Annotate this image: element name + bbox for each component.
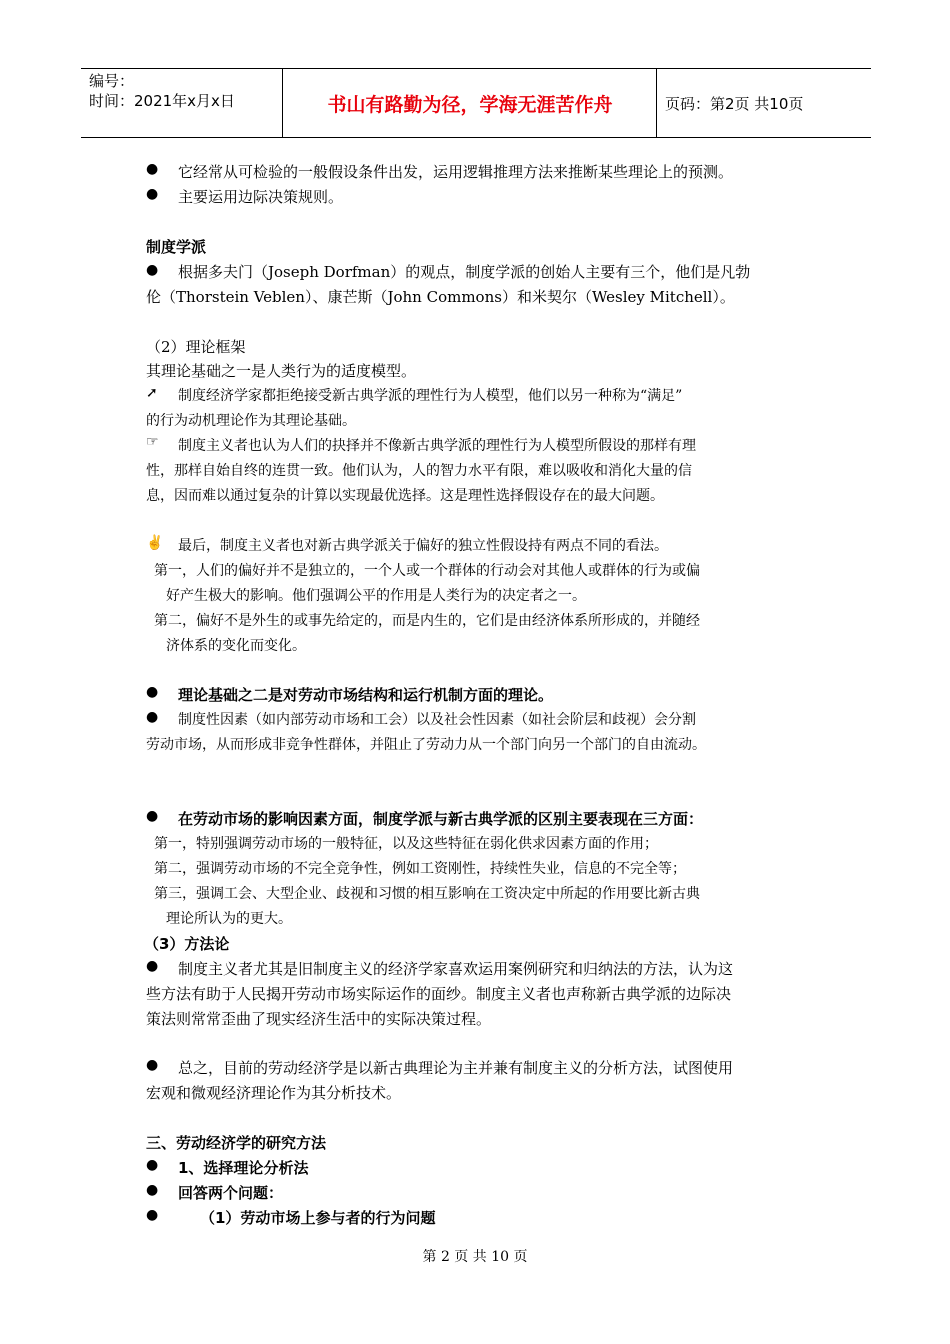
- writing-hand-icon: ✌: [146, 535, 164, 551]
- header-time: 时间：2021年x月x日: [89, 92, 235, 110]
- text-line: 性，那样自始自终的连贯一致。他们认为，人的智力水平有限，难以吸收和消化大量的信: [146, 463, 692, 479]
- subsection-heading: （2）理论框架: [146, 338, 246, 356]
- text-line: 总之，目前的劳动经济学是以新古典理论为主并兼有制度主义的分析方法，试图使用: [178, 1059, 734, 1077]
- subsection-heading: （3）方法论: [144, 935, 230, 953]
- bullet-icon: ●: [146, 1182, 159, 1198]
- bullet-icon: ●: [146, 1157, 159, 1173]
- text-line: 策法则常常歪曲了现实经济生活中的实际决策过程。: [146, 1010, 492, 1028]
- text-line: 些方法有助于人民揭开劳动市场实际运作的面纱。制度主义者也声称新古典学派的边际决: [146, 985, 732, 1003]
- text-line: 主要运用边际决策规则。: [178, 188, 344, 206]
- bullet-icon: ●: [146, 684, 159, 700]
- text-line: 它经常从可检验的一般假设条件出发，运用逻辑推理方法来推断某些理论上的预测。: [178, 163, 734, 181]
- text-line: 理论基础之二是对劳动市场结构和运行机制方面的理论。: [178, 686, 554, 704]
- text-line: 制度主义者尤其是旧制度主义的经济学家喜欢运用案例研究和归纳法的方法，认为这: [178, 960, 734, 978]
- page-footer: 第 2 页 共 10 页: [422, 1249, 528, 1265]
- pointing-hand-icon: ☞: [146, 434, 159, 450]
- arrow-icon: ➚: [146, 385, 158, 401]
- text-line: 1、选择理论分析法: [178, 1159, 309, 1177]
- header-page-number: 页码：第2页 共10页: [665, 94, 804, 113]
- text-line: 其理论基础之一是人类行为的适度模型。: [146, 362, 417, 380]
- header-divider: [656, 69, 657, 137]
- text-line: 回答两个问题：: [178, 1184, 284, 1202]
- text-line: 伦（Thorstein Veblen）、康芒斯（John Commons）和米契尔（Wesley Mitchell）。: [146, 288, 735, 306]
- text-line: 理论所认为的更大。: [166, 911, 292, 927]
- section-heading: 制度学派: [146, 238, 207, 256]
- bullet-icon: ●: [146, 958, 159, 974]
- text-line: 的行为动机理论作为其理论基础。: [146, 413, 356, 429]
- text-line: 制度经济学家都拒绝接受新古典学派的理性行为人模型，他们以另一种称为“满足”: [178, 388, 683, 404]
- text-line: 济体系的变化而变化。: [166, 638, 306, 654]
- text-line: 最后，制度主义者也对新古典学派关于偏好的独立性假设持有两点不同的看法。: [178, 538, 668, 554]
- text-line: 第二，强调劳动市场的不完全竞争性，例如工资刚性，持续性失业，信息的不完全等；: [154, 861, 686, 877]
- bullet-icon: ●: [146, 709, 159, 725]
- text-line: 劳动市场，从而形成非竞争性群体，并阻止了劳动力从一个部门向另一个部门的自由流动。: [146, 737, 706, 753]
- text-line: 好产生极大的影响。他们强调公平的作用是人类行为的决定者之一。: [166, 588, 586, 604]
- text-line: 根据多夫门（Joseph Dorfman）的观点，制度学派的创始人主要有三个，他们是凡勃: [178, 263, 751, 281]
- header-meta: [89, 71, 235, 111]
- text-line: （1）劳动市场上参与者的行为问题: [200, 1209, 436, 1227]
- text-line: 宏观和微观经济理论作为其分析技术。: [146, 1084, 402, 1102]
- text-line: 制度性因素（如内部劳动市场和工会）以及社会性因素（如社会阶层和歧视）会分割: [178, 712, 696, 728]
- header-number: 编号：: [89, 72, 135, 90]
- bullet-icon: ●: [146, 262, 159, 278]
- text-line: 在劳动市场的影响因素方面，制度学派与新古典学派的区别主要表现在三方面：: [178, 810, 704, 828]
- header-motto: 书山有路勤为径，学海无涯苦作舟: [327, 93, 613, 116]
- text-line: 第三，强调工会、大型企业、歧视和习惯的相互影响在工资决定中所起的作用要比新古典: [154, 886, 700, 902]
- header-divider: [282, 69, 283, 137]
- bullet-icon: ●: [146, 1057, 159, 1073]
- bullet-icon: ●: [146, 808, 159, 824]
- text-line: 第一，人们的偏好并不是独立的，一个人或一个群体的行动会对其他人或群体的行为或偏: [154, 563, 700, 579]
- page-header: [81, 68, 871, 138]
- text-line: 息，因而难以通过复杂的计算以实现最优选择。这是理性选择假设存在的最大问题。: [146, 488, 664, 504]
- text-line: 第一，特别强调劳动市场的一般特征，以及这些特征在弱化供求因素方面的作用；: [154, 836, 658, 852]
- bullet-icon: ●: [146, 1207, 159, 1223]
- section-heading: 三、劳动经济学的研究方法: [146, 1134, 327, 1152]
- bullet-icon: ●: [146, 186, 159, 202]
- bullet-icon: ●: [146, 161, 159, 177]
- text-line: 制度主义者也认为人们的抉择并不像新古典学派的理性行为人模型所假设的那样有理: [178, 438, 696, 454]
- text-line: 第二，偏好不是外生的或事先给定的，而是内生的，它们是由经济体系所形成的，并随经: [154, 613, 700, 629]
